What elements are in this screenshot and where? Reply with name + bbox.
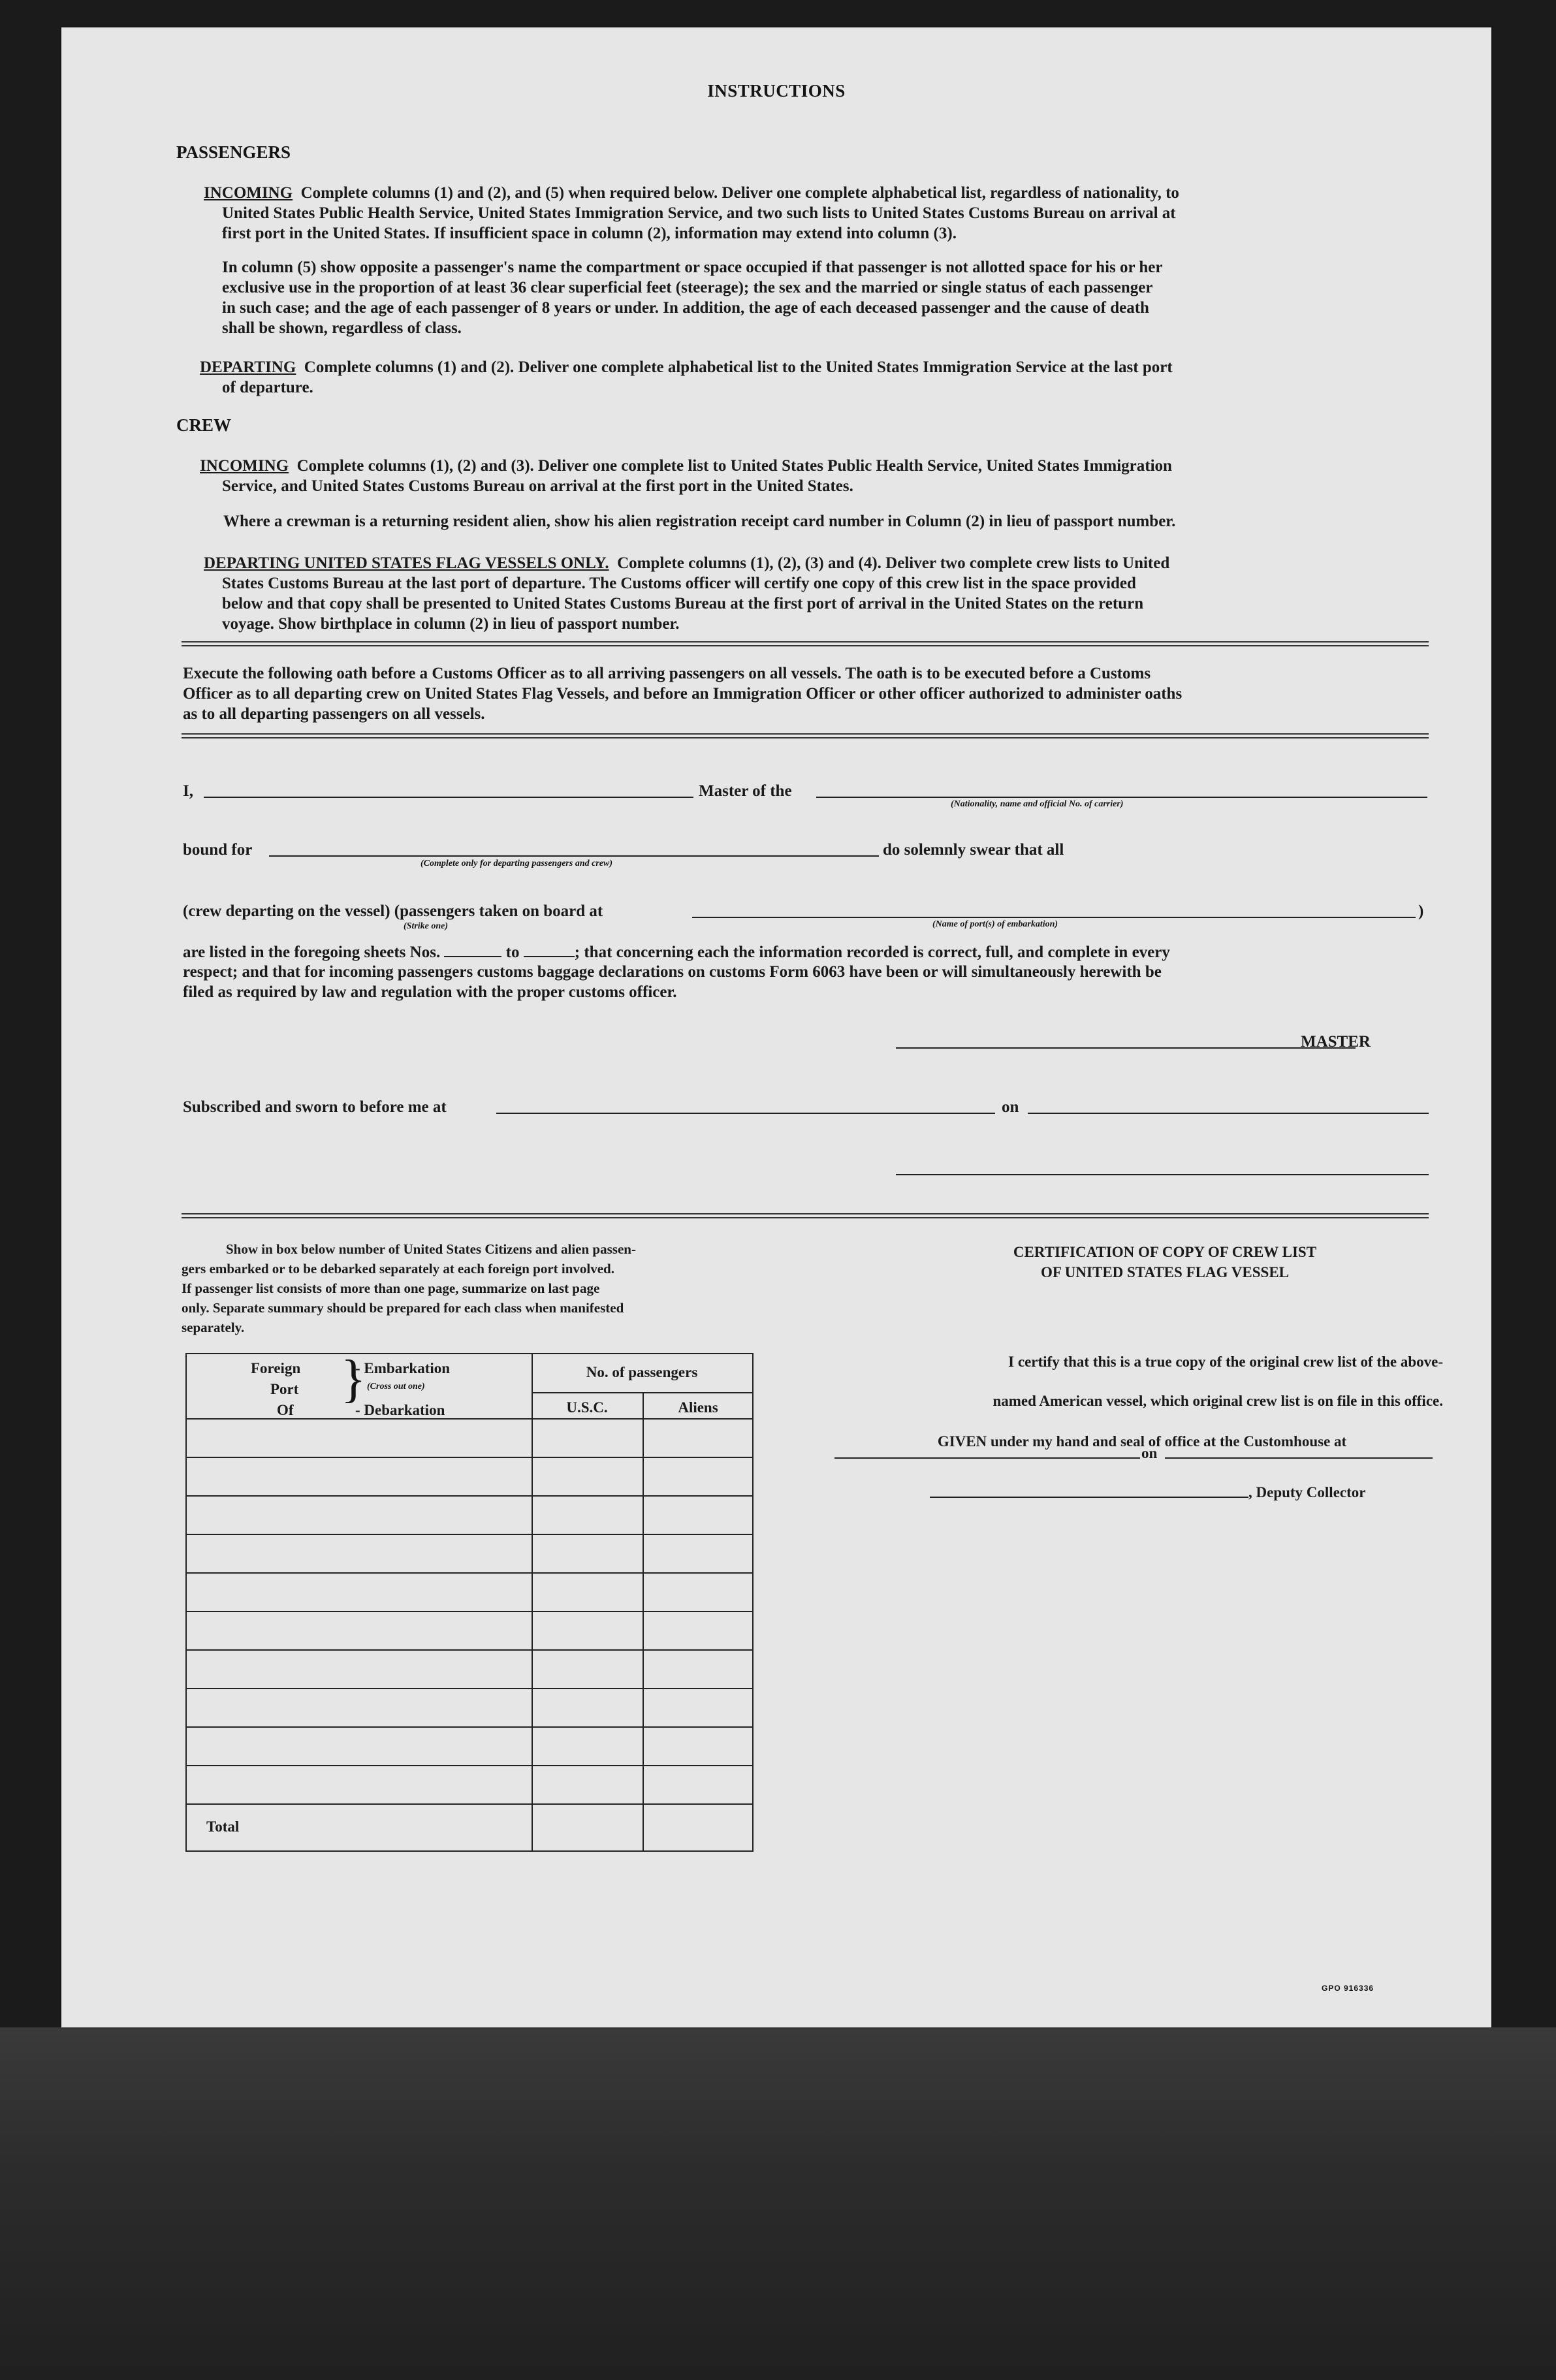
crew-flag-line-2: States Customs Bureau at the last port of departure. The Customs officer will certify one copy of this crew list in the space provided xyxy=(222,575,1136,592)
passenger-summary-table xyxy=(185,1350,754,1852)
crew-flag-vessels-block xyxy=(204,553,1431,634)
header-sub-divider xyxy=(532,1392,754,1393)
certification-date-field[interactable] xyxy=(1165,1457,1433,1459)
oath-i-label: I, xyxy=(183,782,193,800)
oath-intro xyxy=(183,663,1430,724)
passengers-incoming-label: INCOMING xyxy=(204,184,293,202)
certify-line-1: I certify that this is a true copy of the original crew list of the above- xyxy=(1008,1354,1443,1370)
ports-hint: (Name of port(s) of embarkation) xyxy=(932,919,1058,929)
passengers-incoming-line-3: first port in the United States. If insufficient space in column (2), information may extend into column (3). xyxy=(222,225,957,242)
crew-flag-label: DEPARTING UNITED STATES FLAG VESSELS ONLY. xyxy=(204,554,609,572)
header-no-of-passengers: No. of passengers xyxy=(586,1364,698,1380)
sworn-on-label: on xyxy=(1002,1098,1019,1116)
col-divider-1 xyxy=(532,1354,533,1850)
form-page xyxy=(61,27,1491,2027)
listed-line-2: respect; and that for incoming passengers customs baggage declarations on customs Form 6063 have been or will simultaneously herewith be xyxy=(183,963,1162,981)
table-row-divider xyxy=(187,1418,752,1420)
crew-resident-alien-note: Where a crewman is a returning resident alien, show his alien registration receipt card number in Column (2) in lieu of passport number. xyxy=(223,513,1176,530)
bound-for-label: bound for xyxy=(183,841,253,859)
passengers-departing-label: DEPARTING xyxy=(200,358,296,376)
customhouse-field[interactable] xyxy=(834,1457,1140,1459)
embarkation-ports-field[interactable] xyxy=(692,917,1416,918)
column5-line-4: shall be shown, regardless of class. xyxy=(222,319,462,337)
column5-line-1: In column (5) show opposite a passenger's name the compartment or space occupied if that passenger is not allotted space for his or her xyxy=(222,259,1163,276)
table-row-divider xyxy=(187,1765,752,1766)
crew-flag-line-3: below and that copy shall be presented to United States Customs Bureau at the first port of arrival in the United States on the return xyxy=(222,595,1144,612)
summary-note xyxy=(182,1239,756,1337)
header-of: Of xyxy=(277,1402,294,1418)
swear-label: do solemnly swear that all xyxy=(883,841,1064,859)
table-row-divider xyxy=(187,1572,752,1574)
deputy-collector-label: , Deputy Collector xyxy=(1248,1484,1366,1500)
table-row-divider xyxy=(187,1611,752,1612)
scan-background-strip xyxy=(0,2027,1556,2380)
sworn-place-field[interactable] xyxy=(496,1113,995,1114)
carrier-field[interactable] xyxy=(816,797,1427,798)
col-divider-2 xyxy=(643,1392,644,1850)
passengers-incoming-line-1: Complete columns (1) and (2), and (5) when required below. Deliver one complete alphabetical list, regardless of nationality, to xyxy=(300,184,1179,202)
table-row-divider xyxy=(187,1726,752,1728)
certification-on-label: on xyxy=(1141,1445,1158,1461)
summary-note-line-5: separately. xyxy=(182,1320,245,1335)
crew-incoming-line-1: Complete columns (1), (2) and (3). Deliver one complete list to United States Public Health Service, United States Immigration xyxy=(296,457,1172,475)
bound-for-hint: (Complete only for departing passengers and crew) xyxy=(421,859,612,868)
passengers-incoming-line-2: United States Public Health Service, United States Immigration Service, and two such lists to United States Customs Bureau on arrival at xyxy=(222,204,1176,222)
crew-flag-line-1: Complete columns (1), (2), (3) and (4). Deliver two complete crew lists to United xyxy=(617,554,1170,572)
table-row-divider xyxy=(187,1803,752,1805)
sworn-date-field[interactable] xyxy=(1028,1113,1429,1114)
crew-incoming-label: INCOMING xyxy=(200,457,289,475)
summary-note-line-3: If passenger list consists of more than one page, summarize on last page xyxy=(182,1280,600,1296)
oath-intro-line-3: as to all departing passengers on all vessels. xyxy=(183,705,485,723)
certification-title-line-2: OF UNITED STATES FLAG VESSEL xyxy=(1040,1264,1290,1280)
brace-icon: } xyxy=(341,1350,366,1408)
listed-to-label: to xyxy=(505,944,520,961)
column5-line-2: exclusive use in the proportion of at least 36 clear superficial feet (steerage); the sex and the married or single status of each passenger xyxy=(222,279,1153,296)
header-foreign: Foreign xyxy=(251,1360,301,1376)
passengers-departing-block xyxy=(200,357,1431,398)
listed-line-3: filed as required by law and regulation with the proper customs officer. xyxy=(183,983,677,1001)
certify-line-2: named American vessel, which original crew list is on file in this office. xyxy=(992,1393,1443,1409)
subscribed-label: Subscribed and sworn to before me at xyxy=(183,1098,447,1116)
listed-label: are listed in the foregoing sheets Nos. xyxy=(183,944,441,961)
header-port: Port xyxy=(270,1381,299,1397)
listed-line-1-rest: ; that concerning each the information recorded is correct, full, and complete in every xyxy=(574,944,1170,961)
crew-incoming-line-2: Service, and United States Customs Bureau on arrival at the first port in the United States. xyxy=(222,477,853,495)
sheet-from-field[interactable] xyxy=(444,942,501,957)
column5-line-3: in such case; and the age of each passenger of 8 years or under. In addition, the age of each deceased passenger and the cause of death xyxy=(222,299,1149,317)
given-line: GIVEN under my hand and seal of office at the Customhouse at xyxy=(937,1433,1347,1450)
passengers-departing-line-1: Complete columns (1) and (2). Deliver one complete alphabetical list to the United States Immigration Service at the last port xyxy=(304,358,1173,376)
summary-note-line-4: only. Separate summary should be prepared for each class when manifested xyxy=(182,1300,624,1316)
divider-1 xyxy=(182,641,1429,646)
total-label: Total xyxy=(206,1818,240,1835)
crew-passengers-label: (crew departing on the vessel) (passengers taken on board at xyxy=(183,902,603,920)
crew-heading: CREW xyxy=(176,415,232,435)
column5-instructions xyxy=(222,257,1430,338)
sheet-to-field[interactable] xyxy=(524,942,575,957)
master-of-the-label: Master of the xyxy=(699,782,792,800)
crew-flag-line-4: voyage. Show birthplace in column (2) in lieu of passport number. xyxy=(222,615,680,633)
oath-intro-line-1: Execute the following oath before a Customs Officer as to all arriving passengers on all vessels. The oath is to be executed before a Customs xyxy=(183,665,1151,682)
header-cross-out: (Cross out one) xyxy=(367,1382,425,1391)
passengers-departing-line-2: of departure. xyxy=(222,379,313,396)
header-usc: U.S.C. xyxy=(566,1399,608,1416)
officer-signature-field[interactable] xyxy=(896,1174,1429,1175)
table-row-divider xyxy=(187,1688,752,1689)
passengers-heading: PASSENGERS xyxy=(176,142,291,162)
deputy-collector-signature-field[interactable] xyxy=(930,1497,1248,1498)
nationality-hint: (Nationality, name and official No. of carrier) xyxy=(951,799,1124,809)
listed-line-1 xyxy=(183,942,1430,962)
header-embarkation: - Embarkation xyxy=(355,1360,451,1376)
gpo-code: GPO 916336 xyxy=(1322,1984,1374,1993)
bound-for-field[interactable] xyxy=(269,855,879,857)
certification-title-line-1: CERTIFICATION OF COPY OF CREW LIST xyxy=(1013,1244,1317,1260)
table-row-divider xyxy=(187,1457,752,1458)
header-aliens: Aliens xyxy=(678,1399,718,1416)
table-row-divider xyxy=(187,1495,752,1497)
summary-note-line-2: gers embarked or to be debarked separately at each foreign port involved. xyxy=(182,1261,614,1277)
crew-incoming-block xyxy=(200,456,1431,496)
header-debarkation: - Debarkation xyxy=(355,1402,445,1418)
master-signature-field[interactable] xyxy=(896,1047,1356,1049)
divider-3 xyxy=(182,1213,1429,1218)
table-row-divider xyxy=(187,1534,752,1535)
table-row-divider xyxy=(187,1649,752,1651)
divider-2 xyxy=(182,733,1429,738)
page-title: INSTRUCTIONS xyxy=(707,81,846,101)
certification-title xyxy=(871,1242,1459,1282)
oath-intro-line-2: Officer as to all departing crew on United States Flag Vessels, and before an Immigration Officer or other officer authorized to administer oaths xyxy=(183,685,1183,703)
passengers-incoming-block xyxy=(204,183,1431,244)
close-paren: ) xyxy=(1418,902,1424,920)
summary-note-line-1: Show in box below number of United States Citizens and alien passen- xyxy=(226,1241,636,1257)
master-label: MASTER xyxy=(1301,1033,1371,1051)
strike-one-hint: (Strike one) xyxy=(404,921,449,931)
master-name-field[interactable] xyxy=(204,797,693,798)
